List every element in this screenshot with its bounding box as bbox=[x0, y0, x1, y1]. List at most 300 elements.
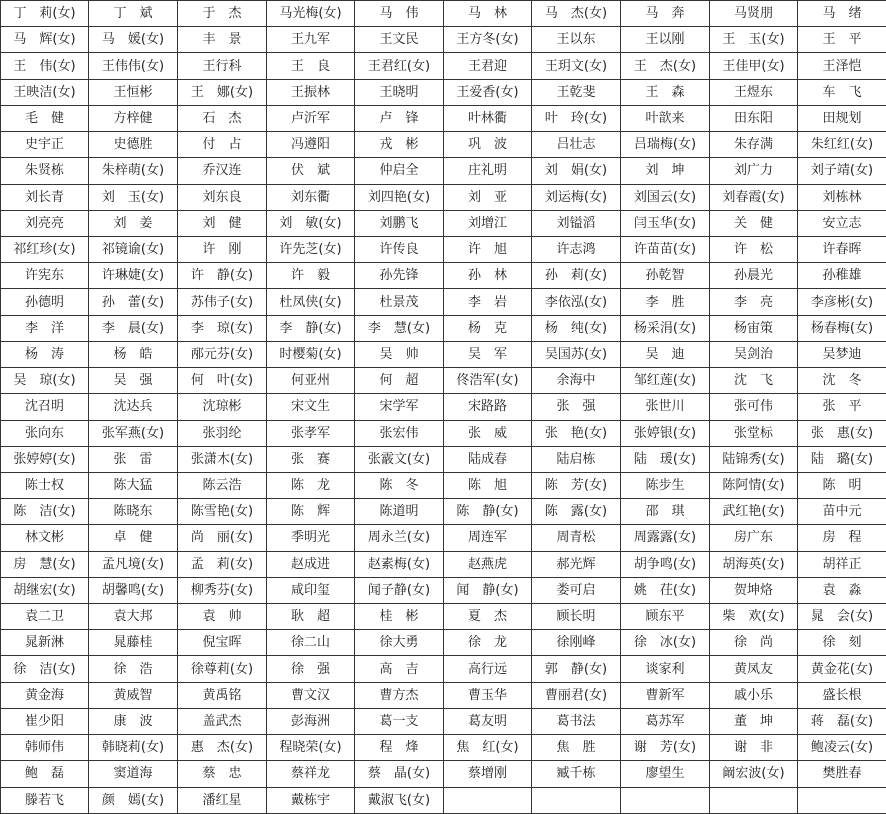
name-cell: 杨 皓 bbox=[89, 341, 178, 367]
name-cell: 颜 嫣(女) bbox=[89, 787, 178, 813]
table-row bbox=[1, 577, 886, 603]
name-cell: 陈晓东 bbox=[89, 499, 178, 525]
name-cell: 陈阿情(女) bbox=[710, 472, 798, 498]
name-cell: 鲍凌云(女) bbox=[798, 735, 886, 761]
name-cell: 曹玉华 bbox=[444, 682, 532, 708]
name-cell: 许 刚 bbox=[178, 236, 267, 262]
name-cell: 王佳甲(女) bbox=[710, 53, 798, 79]
name-cell: 史宇正 bbox=[1, 132, 89, 158]
name-cell: 窦道海 bbox=[89, 761, 178, 787]
table-row bbox=[1, 368, 886, 394]
name-cell: 王映洁(女) bbox=[1, 79, 89, 105]
name-cell: 吴 琼(女) bbox=[1, 368, 89, 394]
name-cell: 袁 帅 bbox=[178, 604, 267, 630]
name-cell: 林文彬 bbox=[1, 525, 89, 551]
name-cell: 陆 璐(女) bbox=[798, 446, 886, 472]
table-row bbox=[1, 604, 886, 630]
name-cell: 王君迎 bbox=[444, 53, 532, 79]
name-cell: 祁红珍(女) bbox=[1, 236, 89, 262]
table-row bbox=[1, 708, 886, 734]
name-cell: 戎 彬 bbox=[355, 132, 444, 158]
name-cell: 周永兰(女) bbox=[355, 525, 444, 551]
table-row bbox=[1, 472, 886, 498]
name-cell: 孙德明 bbox=[1, 289, 89, 315]
name-cell: 车 飞 bbox=[798, 79, 886, 105]
table-row bbox=[1, 210, 886, 236]
name-cell: 许春晖 bbox=[798, 236, 886, 262]
name-cell: 戚小乐 bbox=[710, 682, 798, 708]
name-cell: 李 亮 bbox=[710, 289, 798, 315]
name-cell: 张 威 bbox=[444, 420, 532, 446]
name-cell: 张 惠(女) bbox=[798, 420, 886, 446]
name-cell: 刘栋林 bbox=[798, 184, 886, 210]
name-cell: 杨 纯(女) bbox=[532, 315, 621, 341]
name-cell: 沈琼彬 bbox=[178, 394, 267, 420]
name-cell: 刘 亚 bbox=[444, 184, 532, 210]
name-cell: 赵燕虎 bbox=[444, 551, 532, 577]
name-cell: 何亚州 bbox=[267, 368, 355, 394]
name-cell: 叶 玲(女) bbox=[532, 105, 621, 131]
name-cell: 闻子静(女) bbox=[355, 577, 444, 603]
name-cell: 吴 强 bbox=[89, 368, 178, 394]
name-cell: 盖武杰 bbox=[178, 708, 267, 734]
name-cell: 蔡增刚 bbox=[444, 761, 532, 787]
name-cell: 程晓荣(女) bbox=[267, 735, 355, 761]
name-cell: 袁大邦 bbox=[89, 604, 178, 630]
name-cell: 徐尊莉(女) bbox=[178, 656, 267, 682]
name-cell: 张军燕(女) bbox=[89, 420, 178, 446]
name-cell: 蒋 磊(女) bbox=[798, 708, 886, 734]
name-cell: 袁二卫 bbox=[1, 604, 89, 630]
name-cell: 陈 露(女) bbox=[532, 499, 621, 525]
name-cell: 方梓健 bbox=[89, 105, 178, 131]
name-cell: 陈 辉 bbox=[267, 499, 355, 525]
name-cell: 邵 琪 bbox=[621, 499, 710, 525]
name-cell: 张婷银(女) bbox=[621, 420, 710, 446]
name-cell: 李 胜 bbox=[621, 289, 710, 315]
name-cell: 高 吉 bbox=[355, 656, 444, 682]
name-cell: 吴 军 bbox=[444, 341, 532, 367]
name-cell: 鲍 磊 bbox=[1, 761, 89, 787]
name-cell: 黄金花(女) bbox=[798, 656, 886, 682]
name-cell: 王恒彬 bbox=[89, 79, 178, 105]
name-cell: 刘运梅(女) bbox=[532, 184, 621, 210]
table-row bbox=[1, 236, 886, 262]
name-cell: 宋学军 bbox=[355, 394, 444, 420]
table-row bbox=[1, 761, 886, 787]
name-cell: 滕若飞 bbox=[1, 787, 89, 813]
name-cell: 陈步生 bbox=[621, 472, 710, 498]
name-cell: 邹红莲(女) bbox=[621, 368, 710, 394]
name-cell: 何 叶(女) bbox=[178, 368, 267, 394]
name-cell: 刘亮亮 bbox=[1, 210, 89, 236]
name-cell: 葛一支 bbox=[355, 708, 444, 734]
name-cell: 刘 敏(女) bbox=[267, 210, 355, 236]
name-cell: 张可伟 bbox=[710, 394, 798, 420]
name-cell: 马 奔 bbox=[621, 1, 710, 27]
table-row bbox=[1, 132, 886, 158]
name-cell: 佟浩军(女) bbox=[444, 368, 532, 394]
name-cell: 徐 刻 bbox=[798, 630, 886, 656]
table-row bbox=[1, 53, 886, 79]
name-cell: 郭 静(女) bbox=[532, 656, 621, 682]
name-cell: 孙乾智 bbox=[621, 263, 710, 289]
name-cell: 陆 瑗(女) bbox=[621, 446, 710, 472]
name-cell: 毛 健 bbox=[1, 105, 89, 131]
name-cell: 石 杰 bbox=[178, 105, 267, 131]
name-cell: 徐刚峰 bbox=[532, 630, 621, 656]
name-cell: 孙 林 bbox=[444, 263, 532, 289]
name-cell: 田东阳 bbox=[710, 105, 798, 131]
name-cell: 刘国云(女) bbox=[621, 184, 710, 210]
name-cell: 黄禹铭 bbox=[178, 682, 267, 708]
name-cell: 李 岩 bbox=[444, 289, 532, 315]
name-cell: 王以东 bbox=[532, 27, 621, 53]
table-row bbox=[1, 656, 886, 682]
name-cell: 陈士权 bbox=[1, 472, 89, 498]
name-cell: 李彦彬(女) bbox=[798, 289, 886, 315]
name-cell: 乔汉连 bbox=[178, 158, 267, 184]
name-cell: 张 强 bbox=[532, 394, 621, 420]
name-cell: 刘四艳(女) bbox=[355, 184, 444, 210]
name-cell: 张堂标 bbox=[710, 420, 798, 446]
name-cell: 盛长根 bbox=[798, 682, 886, 708]
name-cell: 付 占 bbox=[178, 132, 267, 158]
name-cell: 戴淑飞(女) bbox=[355, 787, 444, 813]
name-cell: 葛苏军 bbox=[621, 708, 710, 734]
table-row bbox=[1, 499, 886, 525]
name-cell: 伏 斌 bbox=[267, 158, 355, 184]
name-cell: 王以刚 bbox=[621, 27, 710, 53]
name-cell: 杨 克 bbox=[444, 315, 532, 341]
name-cell: 张 雷 bbox=[89, 446, 178, 472]
name-cell: 吕壮志 bbox=[532, 132, 621, 158]
name-cell: 季明光 bbox=[267, 525, 355, 551]
name-cell: 杨采涓(女) bbox=[621, 315, 710, 341]
name-cell: 许志鸿 bbox=[532, 236, 621, 262]
name-cell: 徐 冰(女) bbox=[621, 630, 710, 656]
name-cell: 胡继宏(女) bbox=[1, 577, 89, 603]
name-cell: 刘 姜 bbox=[89, 210, 178, 236]
name-cell: 陆启栋 bbox=[532, 446, 621, 472]
name-cell: 王爱香(女) bbox=[444, 79, 532, 105]
name-cell: 徐 龙 bbox=[444, 630, 532, 656]
table-row bbox=[1, 682, 886, 708]
name-cell: 卢 锋 bbox=[355, 105, 444, 131]
name-cell: 焦 胜 bbox=[532, 735, 621, 761]
name-cell: 叶林衢 bbox=[444, 105, 532, 131]
name-cell: 徐 浩 bbox=[89, 656, 178, 682]
name-cell: 许 毅 bbox=[267, 263, 355, 289]
name-cell: 樊胜春 bbox=[798, 761, 886, 787]
name-cell: 丁 莉(女) bbox=[1, 1, 89, 27]
name-cell: 徐 尚 bbox=[710, 630, 798, 656]
name-cell: 晁 会(女) bbox=[798, 604, 886, 630]
name-cell: 耿 超 bbox=[267, 604, 355, 630]
name-cell: 宋路路 bbox=[444, 394, 532, 420]
name-cell: 许 静(女) bbox=[178, 263, 267, 289]
name-cell: 马贤朋 bbox=[710, 1, 798, 27]
name-cell: 张向东 bbox=[1, 420, 89, 446]
name-cell: 吴 迪 bbox=[621, 341, 710, 367]
name-cell: 余海中 bbox=[532, 368, 621, 394]
name-cell: 马 媛(女) bbox=[89, 27, 178, 53]
name-cell: 潘红星 bbox=[178, 787, 267, 813]
name-cell: 柴 欢(女) bbox=[710, 604, 798, 630]
name-cell: 张孝军 bbox=[267, 420, 355, 446]
name-cell bbox=[444, 787, 532, 813]
name-cell: 陈 静(女) bbox=[444, 499, 532, 525]
name-cell: 黄凤友 bbox=[710, 656, 798, 682]
name-cell: 王伟伟(女) bbox=[89, 53, 178, 79]
name-cell: 吴梦迪 bbox=[798, 341, 886, 367]
name-cell: 王泽恺 bbox=[798, 53, 886, 79]
name-cell: 张 赛 bbox=[267, 446, 355, 472]
name-cell: 王煜东 bbox=[710, 79, 798, 105]
name-cell: 谢 非 bbox=[710, 735, 798, 761]
name-cell: 巩 波 bbox=[444, 132, 532, 158]
name-cell: 高行远 bbox=[444, 656, 532, 682]
name-cell: 时樱菊(女) bbox=[267, 341, 355, 367]
name-cell: 孙 莉(女) bbox=[532, 263, 621, 289]
name-cell: 朱梓萌(女) bbox=[89, 158, 178, 184]
name-cell: 刘广力 bbox=[710, 158, 798, 184]
name-cell: 李依泓(女) bbox=[532, 289, 621, 315]
table-row bbox=[1, 1, 886, 27]
table-row bbox=[1, 341, 886, 367]
name-cell: 张婷婷(女) bbox=[1, 446, 89, 472]
name-cell: 杨宙策 bbox=[710, 315, 798, 341]
table-row bbox=[1, 263, 886, 289]
name-cell: 许 松 bbox=[710, 236, 798, 262]
name-cell: 咸印玺 bbox=[267, 577, 355, 603]
name-cell: 崔少阳 bbox=[1, 708, 89, 734]
table-row bbox=[1, 630, 886, 656]
name-cell: 刘增江 bbox=[444, 210, 532, 236]
name-cell: 黄金海 bbox=[1, 682, 89, 708]
name-cell: 沈 飞 bbox=[710, 368, 798, 394]
name-cell: 王玥文(女) bbox=[532, 53, 621, 79]
name-cell: 陆成春 bbox=[444, 446, 532, 472]
name-cell: 杜景茂 bbox=[355, 289, 444, 315]
name-cell: 于 杰 bbox=[178, 1, 267, 27]
name-cell: 陈 芳(女) bbox=[532, 472, 621, 498]
name-cell: 徐 洁(女) bbox=[1, 656, 89, 682]
name-cell: 吴剑治 bbox=[710, 341, 798, 367]
name-cell: 胡馨鸣(女) bbox=[89, 577, 178, 603]
name-cell: 庄礼明 bbox=[444, 158, 532, 184]
name-cell: 阚宏波(女) bbox=[710, 761, 798, 787]
name-cell: 杨春梅(女) bbox=[798, 315, 886, 341]
name-cell: 朱红红(女) bbox=[798, 132, 886, 158]
name-cell: 孙稚雄 bbox=[798, 263, 886, 289]
name-cell bbox=[621, 787, 710, 813]
name-cell: 杜凤侠(女) bbox=[267, 289, 355, 315]
name-cell: 吴国苏(女) bbox=[532, 341, 621, 367]
name-cell: 袁 淼 bbox=[798, 577, 886, 603]
name-cell: 陈大猛 bbox=[89, 472, 178, 498]
name-cell: 夏 杰 bbox=[444, 604, 532, 630]
name-cell: 张霰文(女) bbox=[355, 446, 444, 472]
name-cell: 许先芝(女) bbox=[267, 236, 355, 262]
name-cell: 邴元芬(女) bbox=[178, 341, 267, 367]
table-row bbox=[1, 184, 886, 210]
table-row bbox=[1, 551, 886, 577]
name-cell: 沈达兵 bbox=[89, 394, 178, 420]
name-cell: 陈 冬 bbox=[355, 472, 444, 498]
name-cell: 曹丽君(女) bbox=[532, 682, 621, 708]
name-cell: 蔡 忠 bbox=[178, 761, 267, 787]
name-cell: 陈 龙 bbox=[267, 472, 355, 498]
name-cell: 臧千栋 bbox=[532, 761, 621, 787]
name-cell: 卢沂军 bbox=[267, 105, 355, 131]
name-cell: 陈云浩 bbox=[178, 472, 267, 498]
table-row bbox=[1, 158, 886, 184]
name-cell: 葛书法 bbox=[532, 708, 621, 734]
table-row bbox=[1, 420, 886, 446]
name-cell: 周露露(女) bbox=[621, 525, 710, 551]
name-cell: 许传良 bbox=[355, 236, 444, 262]
name-cell: 彭海洲 bbox=[267, 708, 355, 734]
table-row bbox=[1, 394, 886, 420]
name-cell: 董 坤 bbox=[710, 708, 798, 734]
name-cell: 王 玉(女) bbox=[710, 27, 798, 53]
name-cell: 史德胜 bbox=[89, 132, 178, 158]
name-cell: 惠 杰(女) bbox=[178, 735, 267, 761]
name-cell: 周青松 bbox=[532, 525, 621, 551]
name-cell: 孟 莉(女) bbox=[178, 551, 267, 577]
name-cell: 王方冬(女) bbox=[444, 27, 532, 53]
name-cell: 张 平 bbox=[798, 394, 886, 420]
name-cell: 刘长青 bbox=[1, 184, 89, 210]
name-cell: 苏伟子(女) bbox=[178, 289, 267, 315]
name-cell: 马 绪 bbox=[798, 1, 886, 27]
name-cell: 杨 涛 bbox=[1, 341, 89, 367]
name-cell: 葛友明 bbox=[444, 708, 532, 734]
name-cell: 倪宝晖 bbox=[178, 630, 267, 656]
name-cell: 焦 红(女) bbox=[444, 735, 532, 761]
name-cell: 安立志 bbox=[798, 210, 886, 236]
name-cell: 徐大勇 bbox=[355, 630, 444, 656]
name-cell: 宋文生 bbox=[267, 394, 355, 420]
table-row bbox=[1, 315, 886, 341]
table-row bbox=[1, 735, 886, 761]
name-cell: 孙 蕾(女) bbox=[89, 289, 178, 315]
name-cell: 陆锦秀(女) bbox=[710, 446, 798, 472]
name-cell: 仲启全 bbox=[355, 158, 444, 184]
name-cell: 张 艳(女) bbox=[532, 420, 621, 446]
name-cell: 李 慧(女) bbox=[355, 315, 444, 341]
name-cell: 刘东良 bbox=[178, 184, 267, 210]
name-cell: 丰 景 bbox=[178, 27, 267, 53]
name-cell: 王 伟(女) bbox=[1, 53, 89, 79]
name-cell: 孙晨光 bbox=[710, 263, 798, 289]
name-cell: 刘 玉(女) bbox=[89, 184, 178, 210]
name-cell: 张世川 bbox=[621, 394, 710, 420]
name-cell: 许苗苗(女) bbox=[621, 236, 710, 262]
name-cell: 桂 彬 bbox=[355, 604, 444, 630]
name-cell: 刘 坤 bbox=[621, 158, 710, 184]
name-cell bbox=[532, 787, 621, 813]
name-cell: 胡海英(女) bbox=[710, 551, 798, 577]
name-cell: 李 琼(女) bbox=[178, 315, 267, 341]
table-row bbox=[1, 105, 886, 131]
name-cell: 张宏伟 bbox=[355, 420, 444, 446]
name-cell: 尚 丽(女) bbox=[178, 525, 267, 551]
table-row bbox=[1, 525, 886, 551]
name-cell: 沈 冬 bbox=[798, 368, 886, 394]
name-cell: 李 静(女) bbox=[267, 315, 355, 341]
name-cell: 曹新军 bbox=[621, 682, 710, 708]
name-cell: 田规划 bbox=[798, 105, 886, 131]
name-cell: 马 伟 bbox=[355, 1, 444, 27]
name-cell: 王行科 bbox=[178, 53, 267, 79]
name-cell: 周连军 bbox=[444, 525, 532, 551]
name-cell: 娄可启 bbox=[532, 577, 621, 603]
name-cell: 许宪东 bbox=[1, 263, 89, 289]
name-cell: 沈召明 bbox=[1, 394, 89, 420]
name-cell: 王九军 bbox=[267, 27, 355, 53]
name-cell: 廖望生 bbox=[621, 761, 710, 787]
name-cell: 刘东衢 bbox=[267, 184, 355, 210]
name-cell: 陈 明 bbox=[798, 472, 886, 498]
name-cell: 苗中元 bbox=[798, 499, 886, 525]
name-cell: 马 辉(女) bbox=[1, 27, 89, 53]
name-cell: 谢 芳(女) bbox=[621, 735, 710, 761]
table-row bbox=[1, 787, 886, 813]
name-cell: 孙先锋 bbox=[355, 263, 444, 289]
name-cell: 王 平 bbox=[798, 27, 886, 53]
name-cell: 叶歆来 bbox=[621, 105, 710, 131]
name-cell: 房 慧(女) bbox=[1, 551, 89, 577]
name-cell: 蔡祥龙 bbox=[267, 761, 355, 787]
name-cell: 胡争鸣(女) bbox=[621, 551, 710, 577]
name-cell: 蔡 晶(女) bbox=[355, 761, 444, 787]
name-cell: 刘镒滔 bbox=[532, 210, 621, 236]
name-cell: 戴栋宇 bbox=[267, 787, 355, 813]
name-cell: 卓 健 bbox=[89, 525, 178, 551]
name-cell: 武红艳(女) bbox=[710, 499, 798, 525]
name-cell: 陈 洁(女) bbox=[1, 499, 89, 525]
name-cell: 谈家利 bbox=[621, 656, 710, 682]
name-cell: 许琳婕(女) bbox=[89, 263, 178, 289]
name-cell: 刘 娟(女) bbox=[532, 158, 621, 184]
name-cell: 赵成进 bbox=[267, 551, 355, 577]
name-cell: 刘春霞(女) bbox=[710, 184, 798, 210]
name-cell: 柳秀芬(女) bbox=[178, 577, 267, 603]
name-cell: 顾长明 bbox=[532, 604, 621, 630]
name-cell: 王乾斐 bbox=[532, 79, 621, 105]
name-cell: 刘鹏飞 bbox=[355, 210, 444, 236]
name-cell: 陈雪艳(女) bbox=[178, 499, 267, 525]
name-cell: 李 晨(女) bbox=[89, 315, 178, 341]
name-cell: 关 健 bbox=[710, 210, 798, 236]
name-cell: 陈道明 bbox=[355, 499, 444, 525]
name-cell: 王 娜(女) bbox=[178, 79, 267, 105]
name-cell: 张羽纶 bbox=[178, 420, 267, 446]
name-cell: 韩师伟 bbox=[1, 735, 89, 761]
name-cell: 王 杰(女) bbox=[621, 53, 710, 79]
name-cell: 马 杰(女) bbox=[532, 1, 621, 27]
name-list-body bbox=[1, 1, 886, 814]
name-cell: 马光梅(女) bbox=[267, 1, 355, 27]
name-cell: 徐 强 bbox=[267, 656, 355, 682]
table-row bbox=[1, 446, 886, 472]
name-cell: 程 烽 bbox=[355, 735, 444, 761]
name-cell: 王君红(女) bbox=[355, 53, 444, 79]
name-cell: 曹方杰 bbox=[355, 682, 444, 708]
name-cell: 张潇木(女) bbox=[178, 446, 267, 472]
